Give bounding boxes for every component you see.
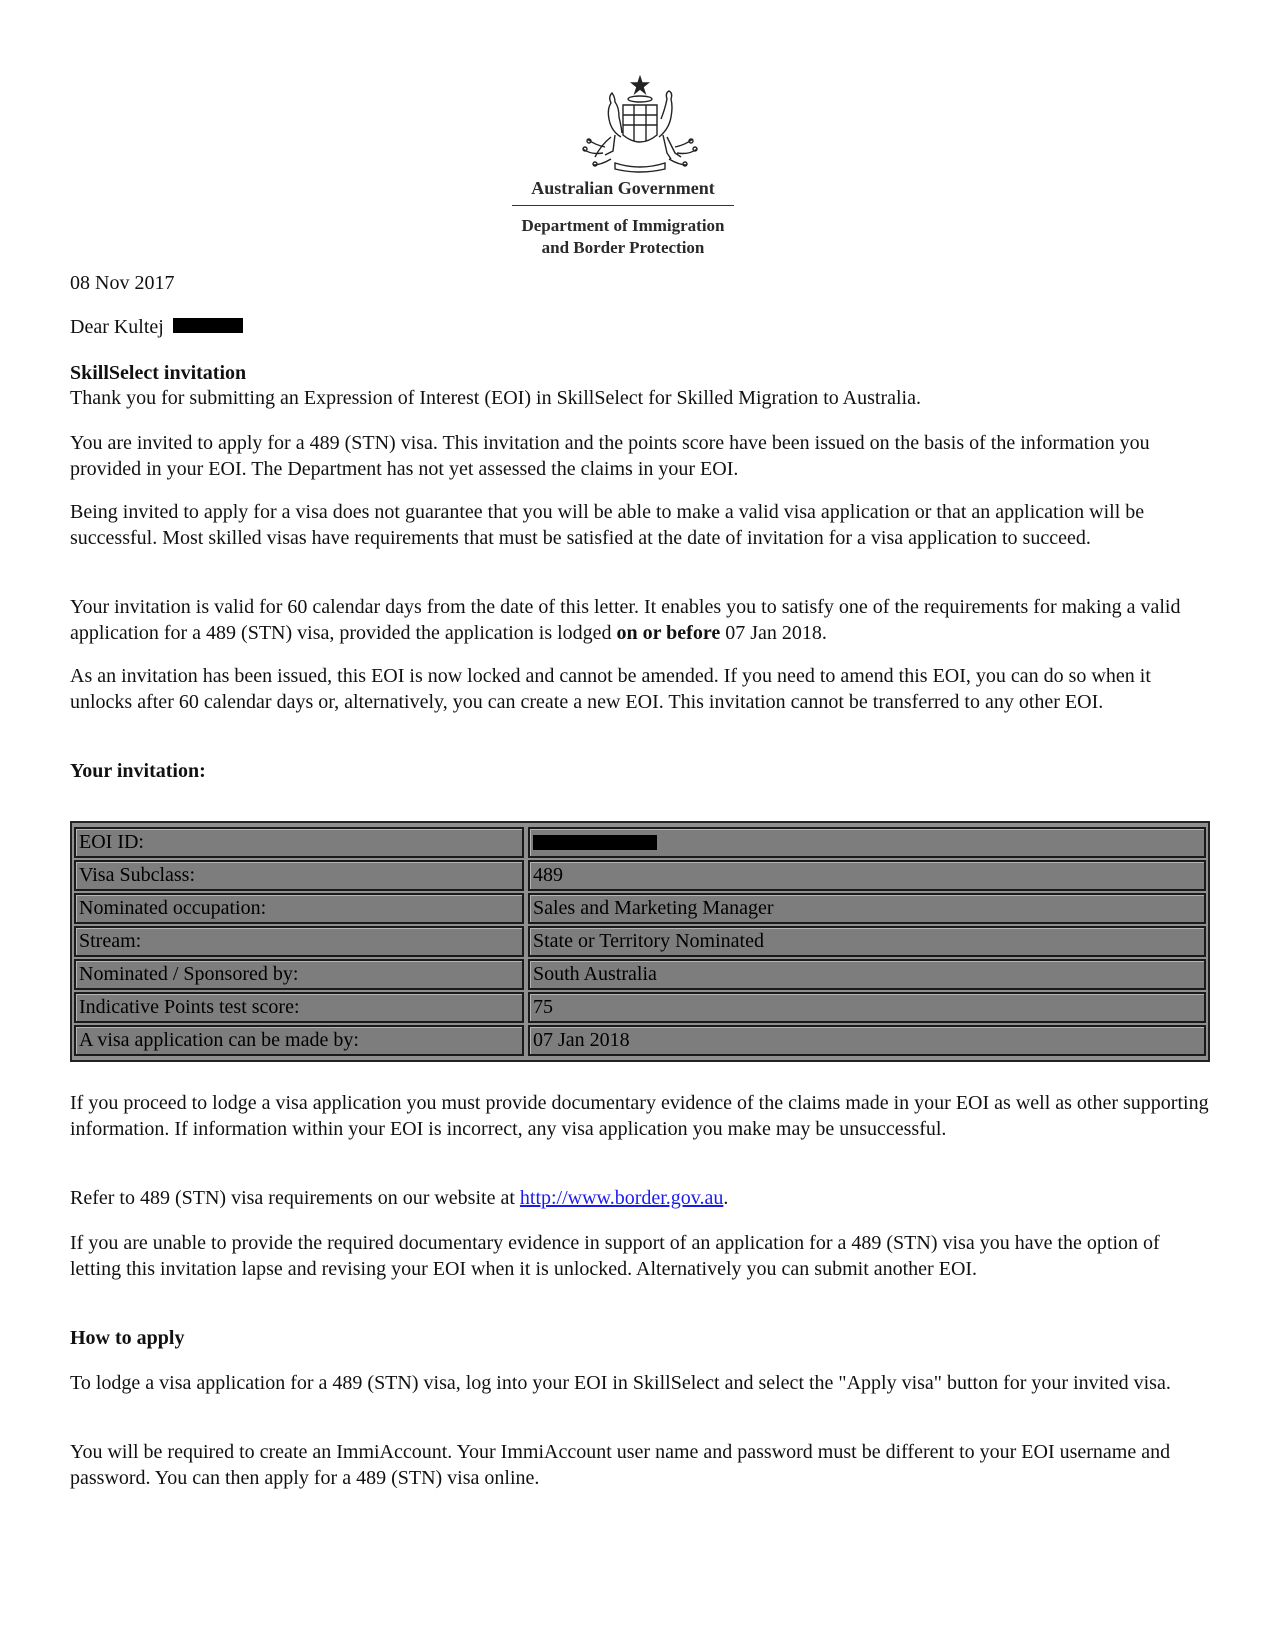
- table-cell-label: EOI ID:: [74, 827, 524, 858]
- table-row: [74, 959, 1206, 990]
- border-website-link[interactable]: http://www.border.gov.au: [519, 1187, 724, 1209]
- table-cell-label: A visa application can be made by:: [74, 1025, 524, 1056]
- table-row: [74, 992, 1206, 1023]
- redacted-eoi-id: [533, 835, 657, 850]
- paragraph-guarantee: Being invited to apply for a visa does not guarantee that you will be able to make a valid visa application or that an application will be successful. Most skilled visas have requirements that must be satisfied at the date of invitation for a visa application to succeed.: [70, 501, 1145, 549]
- refer-text-end: .: [723, 1187, 729, 1209]
- refer-text-start: Refer to 489 (STN) visa requirements on our website at: [70, 1187, 520, 1209]
- table-cell-value: 75: [528, 992, 1206, 1023]
- paragraph-immiaccount: You will be required to create an ImmiAccount. Your ImmiAccount user name and password must be different to your EOI username and password. You can then apply for a 489 (STN) visa online.: [70, 1441, 1171, 1489]
- paragraph-validity: [70, 595, 1210, 646]
- table-row: [74, 893, 1206, 924]
- department-line-2: and Border Protection: [541, 238, 705, 257]
- table-row: [74, 926, 1206, 957]
- table-cell-label: Stream:: [74, 926, 524, 957]
- table-cell-value: State or Territory Nominated: [528, 926, 1206, 957]
- table-cell-value: South Australia: [528, 959, 1206, 990]
- department-line-1: Department of Immigration: [521, 216, 725, 235]
- table-row: [74, 860, 1206, 891]
- validity-text-end: 07 Jan 2018.: [720, 621, 827, 644]
- intro-paragraph: Thank you for submitting an Expression of Interest (EOI) in SkillSelect for Skilled Migration to Australia.: [70, 387, 921, 409]
- table-cell-value: 07 Jan 2018: [528, 1025, 1206, 1056]
- table-cell-label: Visa Subclass:: [74, 860, 524, 891]
- header-divider: [512, 205, 734, 206]
- government-name: Australian Government: [531, 178, 715, 198]
- paragraph-locked: As an invitation has been issued, this EOI is now locked and cannot be amended. If you need to amend this EOI, you can do so when it unlocks after 60 calendar days or, alternatively, you can create a new EOI. This invitation cannot be transferred to any other EOI.: [70, 665, 1151, 713]
- paragraph-lodge: To lodge a visa application for a 489 (STN) visa, log into your EOI in SkillSelect and select the "Apply visa" button for your invited visa.: [70, 1372, 1171, 1394]
- table-row: [74, 827, 1206, 858]
- table-cell-label: Nominated occupation:: [74, 893, 524, 924]
- validity-text-bold: on or before: [616, 621, 721, 644]
- paragraph-invited: You are invited to apply for a 489 (STN) visa. This invitation and the points score have been issued on the basis of the information you provided in your EOI. The Department has not yet assessed the claims in your EOI.: [70, 432, 1150, 480]
- table-cell-value: 489: [528, 860, 1206, 891]
- how-to-apply-heading: How to apply: [70, 1327, 185, 1349]
- department-name: [500, 215, 746, 259]
- table-row: [74, 1025, 1206, 1056]
- subject-heading: SkillSelect invitation: [70, 362, 247, 384]
- invitation-heading: Your invitation:: [70, 760, 206, 782]
- table-cell-label: Nominated / Sponsored by:: [74, 959, 524, 990]
- paragraph-refer: [70, 1186, 1210, 1212]
- letter-date: 08 Nov 2017: [70, 272, 175, 294]
- salutation-text: Dear Kultej: [70, 316, 164, 338]
- paragraph-lapse: If you are unable to provide the required documentary evidence in support of an application for a 489 (STN) visa you have the option of letting this invitation lapse and revising your EOI when it is unlocked. Alternatively you can submit another EOI.: [70, 1232, 1160, 1280]
- validity-text-start: Your invitation is valid for 60 calendar days from the date of this letter. It enables you to satisfy one of the requirements for making a valid application for a 489 (STN) visa, provided the application is lodged: [70, 596, 1181, 644]
- coat-of-arms-icon: [575, 75, 705, 175]
- invitation-table: [70, 821, 1210, 1062]
- table-cell-value: [528, 827, 1206, 858]
- paragraph-evidence: If you proceed to lodge a visa application you must provide documentary evidence of the claims made in your EOI as well as other supporting information. If information within your EOI is incorrect, any visa application you make may be unsuccessful.: [70, 1092, 1209, 1140]
- salutation: [70, 315, 1210, 341]
- table-cell-value: Sales and Marketing Manager: [528, 893, 1206, 924]
- redacted-surname: [173, 318, 243, 333]
- table-cell-label: Indicative Points test score:: [74, 992, 524, 1023]
